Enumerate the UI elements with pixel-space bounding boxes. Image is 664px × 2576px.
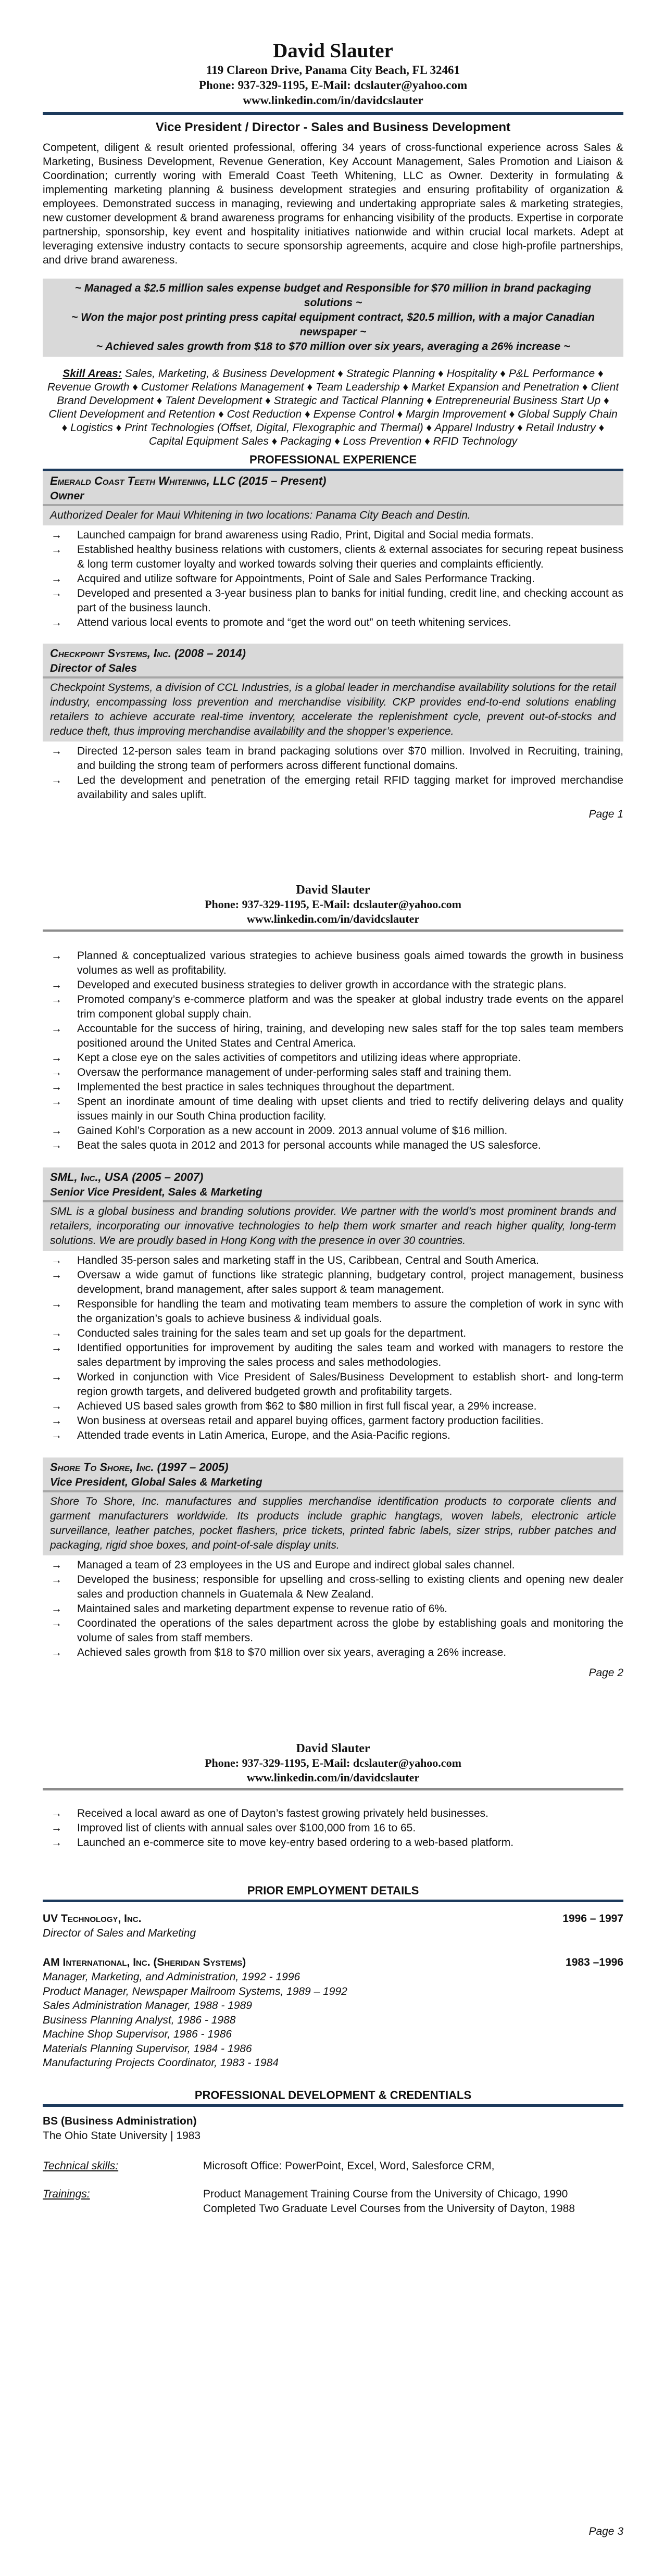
job-block-emerald <box>43 471 623 525</box>
bullet-text: Received a local award as one of Dayton’s fastest growing privately held businesses. <box>77 1807 488 1819</box>
page-1 <box>0 0 664 859</box>
bullet-text: Improved list of clients with annual sales over $100,000 from 16 to 65. <box>77 1822 416 1834</box>
job-dates: (2015 – Present) <box>238 474 327 487</box>
job-company-line <box>50 1460 616 1475</box>
prior-company: UV Technology, Inc. <box>43 1913 142 1925</box>
arrow-bullet-icon: → <box>51 1559 62 1571</box>
job-block-checkpoint <box>43 644 623 742</box>
position-line: Machine Shop Supervisor, 1986 - 1986 <box>43 2028 232 2040</box>
bullet-item <box>43 773 623 802</box>
bullet-list-shore-p2 <box>43 1558 623 1660</box>
section-heading-prior: PRIOR EMPLOYMENT DETAILS <box>247 1884 419 1897</box>
job-dates: (2005 – 2007) <box>132 1171 204 1184</box>
arrow-bullet-icon: → <box>51 1139 62 1151</box>
arrow-bullet-icon: → <box>51 1125 62 1137</box>
bullet-text: Oversaw a wide gamut of functions like strategic planning, budgetary control, project management, business development, brand management, after sales support & team management. <box>77 1269 623 1296</box>
resume-title: Vice President / Director - Sales and Business Development <box>155 120 511 134</box>
header-address: 119 Clareon Drive, Panama City Beach, FL 32461 <box>206 64 460 77</box>
bullet-text: Gained Kohl’s Corporation as a new account in 2009. 2013 annual volume of $16 million. <box>77 1125 508 1137</box>
bullet-text: Maintained sales and marketing department expense to revenue ratio of 6%. <box>77 1603 447 1615</box>
bullet-item <box>43 949 623 978</box>
company-name: SML, Inc., USA <box>50 1171 129 1184</box>
prior-entry-am <box>43 1955 623 1970</box>
technical-skills-row <box>43 2159 623 2173</box>
bullet-text: Beat the sales quota in 2012 and 2013 for personal accounts while managed the US salesforce. <box>77 1139 541 1151</box>
bullet-item <box>43 572 623 586</box>
header-name: David Slauter <box>296 883 370 897</box>
summary-paragraph: Competent, diligent & result oriented professional, offering 34 years of cross-functional experience across Sales & Marketing, Business Development, Revenue Generation, Key Account Management, Sales Promotion and Liaison & Coordination; currently woring with Emerald Coast Teeth Whitening, LLC as Owner. Dexterity in formulating & implementing marketing planning & business development strategies and ensuring profitability of organization & employees. Demonstrated success in managing, reviewing and undertaking appropriate sales & marketing strategies, new customer development & brand awareness programs for enhancing visibility of the products. Expertise in corporate partnership, sponsorship, key event and hospitality initiatives nationwide and within crucial local markets. Adept at leveraging extensive industry contacts to secure sponsorship agreements, acquire and close high-profile partnerships, and drive brand awareness. <box>43 142 623 266</box>
bullet-item <box>43 1602 623 1616</box>
header-name: David Slauter <box>296 1742 370 1755</box>
bullet-item <box>43 586 623 615</box>
position-line: Sales Administration Manager, 1988 - 1989 <box>43 2000 252 2012</box>
section-rule <box>43 2104 623 2107</box>
page-number: Page 2 <box>588 1667 623 1679</box>
arrow-bullet-icon: → <box>51 1807 62 1819</box>
bullet-item <box>43 1124 623 1138</box>
arrow-bullet-icon: → <box>51 745 62 757</box>
bullet-item <box>43 1836 623 1850</box>
bullet-text: Responsible for handling the team and motivating team members to assure the completion of work in sync with the organization’s goals to achieve business & individual goals. <box>77 1298 623 1325</box>
arrow-bullet-icon: → <box>51 1647 62 1658</box>
trainings-row <box>43 2187 623 2216</box>
bullet-text: Kept a close eye on the sales activities of competitors and utilizing ideas where appropriate. <box>77 1052 521 1064</box>
bullet-text: Planned & conceptualized various strategies to achieve business goals aimed towards the growth in business volumes as well as profitability. <box>77 950 623 976</box>
position-line: Manager, Marketing, and Administration, 1992 - 1996 <box>43 1971 300 1983</box>
arrow-bullet-icon: → <box>51 1052 62 1064</box>
arrow-bullet-icon: → <box>51 1342 62 1354</box>
company-name: Checkpoint Systems, Inc. <box>50 647 171 660</box>
bullet-text: Developed and presented a 3-year business plan to banks for initial funding, credit line, and checking account as part of the business launch. <box>77 587 623 614</box>
arrow-bullet-icon: → <box>51 1096 62 1108</box>
header-rule <box>43 929 623 932</box>
trainings-label: Trainings: <box>43 2188 90 2200</box>
bullet-text: Established healthy business relations with customers, clients & external associates for securing repeat business & long term customer loyalty and worked towards solving their queries and complaints efficiently. <box>77 544 623 570</box>
achievement-line: ~ Achieved sales growth from $18 to $70 million over six years, averaging a 26% increase ~ <box>96 341 570 353</box>
arrow-bullet-icon: → <box>51 1269 62 1281</box>
bullet-item <box>43 978 623 992</box>
bullet-text: Managed a team of 23 employees in the US and Europe and indirect global sales channel. <box>77 1559 515 1571</box>
bullet-item <box>43 992 623 1022</box>
job-dates: (1997 – 2005) <box>157 1461 229 1474</box>
job-description: Checkpoint Systems, a division of CCL Industries, is a global leader in merchandise availability solutions for the retail industry, encompassing loss prevention and merchandise visibility. CKP provides end-to-end solutions enabling retailers to achieve accurate real-time inventory, accelerate the replenishment cycle, prevent out-of-stocks and reduce theft, thus improving merchandise availability and the shopper’s experience. <box>43 678 623 742</box>
company-name: Shore To Shore, Inc. <box>50 1461 154 1474</box>
job-company-line <box>50 646 616 661</box>
arrow-bullet-icon: → <box>51 587 62 599</box>
bullet-item <box>43 1268 623 1297</box>
section-heading-development: PROFESSIONAL DEVELOPMENT & CREDENTIALS <box>194 2088 472 2102</box>
bullet-text: Coordinated the operations of the sales department across the globe by establishing goals and monitoring the volume of sales from staff members. <box>77 1617 623 1644</box>
degree: BS (Business Administration) <box>43 2115 197 2127</box>
achievement-line: ~ Managed a $2.5 million sales expense budget and Responsible for $70 million in brand packaging solutions ~ <box>74 282 592 309</box>
arrow-bullet-icon: → <box>51 573 62 585</box>
prior-role: Director of Sales and Marketing <box>43 1927 196 1939</box>
arrow-bullet-icon: → <box>51 950 62 962</box>
arrow-bullet-icon: → <box>51 1822 62 1834</box>
arrow-bullet-icon: → <box>51 1429 62 1441</box>
bullet-list-checkpoint-p1 <box>43 744 623 802</box>
bullet-item <box>43 1022 623 1051</box>
job-block-shore <box>43 1457 623 1555</box>
arrow-bullet-icon: → <box>51 617 62 629</box>
bullet-text: Launched campaign for brand awareness using Radio, Print, Digital and Social media formats. <box>77 529 534 541</box>
header-contact: Phone: 937-329-1195, E-Mail: dcslauter@yahoo.com <box>198 79 468 92</box>
bullet-text: Oversaw the performance management of under-performing sales staff and training them. <box>77 1066 512 1078</box>
bullet-item <box>43 1399 623 1414</box>
header-linkedin: www.linkedin.com/in/davidcslauter <box>243 94 423 107</box>
bullet-text: Developed and executed business strategies to deliver growth in accordance with the strategic plans. <box>77 979 567 991</box>
bullet-text: Accountable for the success of hiring, training, and developing new sales staff for the top sales team members positioned around the United States and Central America. <box>77 1023 623 1049</box>
arrow-bullet-icon: → <box>51 529 62 541</box>
bullet-list-emerald <box>43 528 623 630</box>
bullet-item <box>43 1558 623 1573</box>
bullet-text: Won business at overseas retail and apparel buying offices, garment factory production facilities. <box>77 1415 544 1427</box>
bullet-item <box>43 1821 623 1836</box>
bullet-text: Launched an e-commerce site to move key-entry based ordering to a web-based platform. <box>77 1837 514 1849</box>
arrow-bullet-icon: → <box>51 1371 62 1383</box>
bullet-text: Promoted company’s e-commerce platform and was the speaker at global industry trade events on the apparel trim component global supply chain. <box>77 994 623 1020</box>
header-linkedin: www.linkedin.com/in/davidcslauter <box>246 1771 420 1784</box>
job-description: Shore To Shore, Inc. manufactures and supplies merchandise identification products to corporate clients and garment manufacturers worldwide. Its products include graphic hangtags, woven labels, electronic article surveillance, leather patches, pocket flashers, price tickets, printed fabric labels, sizer strips, rubber patches and packaging, rigid shoe boxes, and point-of-sale display units. <box>43 1492 623 1555</box>
job-block-sml <box>43 1167 623 1251</box>
arrow-bullet-icon: → <box>51 1327 62 1339</box>
skills-paragraph <box>45 367 621 448</box>
page3-header <box>43 1741 623 1785</box>
job-description: SML is a global business and branding solutions provider. We partner with the world’s most prominent brands and retailers, incorporating our innovative technologies to help them work smarter and reach higher quality, long-term solutions. We are proudly based in Hong Kong with the presence in over 30 countries. <box>43 1202 623 1251</box>
tech-skills-label: Technical skills: <box>43 2159 119 2172</box>
bullet-text: Attend various local events to promote and “get the word out” on teeth whitening services. <box>77 617 511 629</box>
header-rule <box>43 1788 623 1791</box>
bullet-text: Acquired and utilize software for Appointments, Point of Sale and Sales Performance Tracking. <box>77 573 535 585</box>
job-company-line <box>50 1170 616 1185</box>
arrow-bullet-icon: → <box>51 1574 62 1586</box>
bullet-list-sml <box>43 1253 623 1443</box>
bullet-text: Led the development and penetration of the emerging retail RFID tagging market for improved merchandise availability and sales uplift. <box>77 774 623 801</box>
position-line: Business Planning Analyst, 1986 - 1988 <box>43 2014 236 2026</box>
bullet-text: Handled 35-person sales and marketing staff in the US, Caribbean, Central and South America. <box>77 1254 539 1266</box>
bullet-item <box>43 1806 623 1821</box>
page-number: Page 3 <box>588 2525 623 2537</box>
bullet-text: Worked in conjunction with Vice President of Sales/Business Development to establish short- and long-term region growth targets, and delivered budgeted growth and profitability targets. <box>77 1371 623 1398</box>
bullet-text: Developed the business; responsible for upselling and cross-selling to existing clients and opening new dealer sales and production channels in Guatemala & New Zealand. <box>77 1574 623 1600</box>
arrow-bullet-icon: → <box>51 1400 62 1412</box>
bullet-text: Achieved sales growth from $18 to $70 million over six years, averaging a 26% increase. <box>77 1647 507 1658</box>
bullet-item <box>43 1095 623 1124</box>
arrow-bullet-icon: → <box>51 774 62 786</box>
bullet-item <box>43 1253 623 1268</box>
bullet-text: Implemented the best practice in sales techniques throughout the department. <box>77 1081 455 1093</box>
prior-company: AM International, Inc. (Sheridan Systems) <box>43 1956 246 1968</box>
arrow-bullet-icon: → <box>51 994 62 1006</box>
tech-skills-value: Microsoft Office: PowerPoint, Excel, Word, Salesforce CRM, <box>203 2159 495 2172</box>
bullet-item <box>43 1065 623 1080</box>
page-3 <box>0 1717 664 2576</box>
trainings-list <box>203 2187 575 2216</box>
job-header <box>43 1457 623 1490</box>
job-company-line <box>50 473 616 488</box>
prior-dates: 1996 – 1997 <box>562 1913 623 1925</box>
bullet-item <box>43 1326 623 1341</box>
arrow-bullet-icon: → <box>51 1415 62 1427</box>
page2-header <box>43 883 623 926</box>
company-name: Emerald Coast Teeth Whitening, LLC <box>50 474 235 487</box>
bullet-item <box>43 1051 623 1065</box>
section-rule <box>43 1900 623 1902</box>
section-heading-experience: PROFESSIONAL EXPERIENCE <box>249 453 417 466</box>
bullet-list-shore-p3 <box>43 1806 623 1850</box>
training-line: Completed Two Graduate Level Courses from the University of Dayton, 1988 <box>203 2202 575 2215</box>
job-header <box>43 1167 623 1200</box>
bullet-item <box>43 1414 623 1428</box>
arrow-bullet-icon: → <box>51 544 62 556</box>
header-linkedin: www.linkedin.com/in/davidcslauter <box>246 912 420 925</box>
page-2 <box>0 859 664 1717</box>
job-role: Vice President, Global Sales & Marketing <box>50 1476 262 1488</box>
bullet-list-checkpoint-p2 <box>43 949 623 1153</box>
bullet-item <box>43 1573 623 1602</box>
bullet-item <box>43 1370 623 1399</box>
header-contact: Phone: 937-329-1195, E-Mail: dcslauter@yahoo.com <box>205 898 461 911</box>
bullet-item <box>43 1616 623 1645</box>
arrow-bullet-icon: → <box>51 1254 62 1266</box>
prior-position-list <box>43 1970 623 2070</box>
page-number: Page 1 <box>588 808 623 820</box>
bullet-text: Identified opportunities for improvement by auditing the sales team and worked with managers to restore the sales department by improving the sales process and sales methodologies. <box>77 1342 623 1368</box>
prior-dates: 1983 –1996 <box>566 1956 623 1968</box>
job-dates: (2008 – 2014) <box>174 647 246 660</box>
position-line: Product Manager, Newspaper Mailroom Systems, 1989 – 1992 <box>43 1985 347 1997</box>
bullet-text: Spent an inordinate amount of time dealing with upset clients and tried to rectify delivering delays and quality issues mainly in our South China production facility. <box>77 1096 623 1122</box>
job-header <box>43 471 623 504</box>
prior-entry-uv <box>43 1912 623 1926</box>
skills-text: Sales, Marketing, & Business Development ♦ Strategic Planning ♦ Hospitality ♦ P&L Performance ♦ Revenue Growth ♦ Customer Relations Management ♦ Team Leadership ♦ Market Expansion and Penetration ♦ Client Brand Development ♦ Talent Development ♦ Strategic and Tactical Planning ♦ Entrepreneurial Business Start Up ♦ Client Development and Retention ♦ Cost Reduction ♦ Expense Control ♦ Margin Improvement ♦ Global Supply Chain ♦ Logistics ♦ Print Technologies (Offset, Digital, Flexographic and Thermal) ♦ Apparel Industry ♦ Retail Industry ♦ Capital Equipment Sales ♦ Packaging ♦ Loss Prevention ♦ RFID Technology <box>47 368 619 447</box>
bullet-item <box>43 1138 623 1153</box>
bullet-item <box>43 528 623 543</box>
bullet-text: Achieved US based sales growth from $62 to $80 million in first full fiscal year, a 29% increase. <box>77 1400 537 1412</box>
job-role: Owner <box>50 490 84 502</box>
page1-header <box>43 40 623 108</box>
bullet-item <box>43 1428 623 1443</box>
header-rule <box>43 112 623 115</box>
skills-label: Skill Areas: <box>62 368 122 380</box>
bullet-item <box>43 615 623 630</box>
achievements-box <box>43 279 623 357</box>
bullet-item <box>43 1645 623 1660</box>
header-contact: Phone: 937-329-1195, E-Mail: dcslauter@yahoo.com <box>205 1756 461 1769</box>
job-role: Senior Vice President, Sales & Marketing <box>50 1186 262 1198</box>
training-line: Product Management Training Course from the University of Chicago, 1990 <box>203 2188 568 2200</box>
bullet-text: Conducted sales training for the sales team and set up goals for the department. <box>77 1327 467 1339</box>
bullet-text: Directed 12-person sales team in brand packaging solutions over $70 million. Involved in Recruiting, training, and building the strong team of performers across different functional domains. <box>77 745 623 772</box>
bullet-item <box>43 744 623 773</box>
arrow-bullet-icon: → <box>51 979 62 991</box>
arrow-bullet-icon: → <box>51 1066 62 1078</box>
bullet-item <box>43 1297 623 1326</box>
header-name: David Slauter <box>273 40 393 62</box>
job-header <box>43 644 623 676</box>
job-role: Director of Sales <box>50 662 137 674</box>
arrow-bullet-icon: → <box>51 1081 62 1093</box>
position-line: Materials Planning Supervisor, 1984 - 1986 <box>43 2042 252 2055</box>
position-line: Manufacturing Projects Coordinator, 1983 - 1984 <box>43 2057 279 2069</box>
arrow-bullet-icon: → <box>51 1617 62 1629</box>
job-description: Authorized Dealer for Maui Whitening in two locations: Panama City Beach and Destin. <box>43 506 623 525</box>
bullet-text: Attended trade events in Latin America, Europe, and the Asia-Pacific regions. <box>77 1429 450 1441</box>
arrow-bullet-icon: → <box>51 1603 62 1615</box>
bullet-item <box>43 1341 623 1370</box>
arrow-bullet-icon: → <box>51 1837 62 1849</box>
school: The Ohio State University | 1983 <box>43 2129 201 2142</box>
arrow-bullet-icon: → <box>51 1298 62 1310</box>
bullet-item <box>43 1080 623 1095</box>
arrow-bullet-icon: → <box>51 1023 62 1035</box>
bullet-item <box>43 543 623 572</box>
achievement-line: ~ Won the major post printing press capital equipment contract, $20.5 million, with a major Canadian newspaper ~ <box>71 311 595 338</box>
